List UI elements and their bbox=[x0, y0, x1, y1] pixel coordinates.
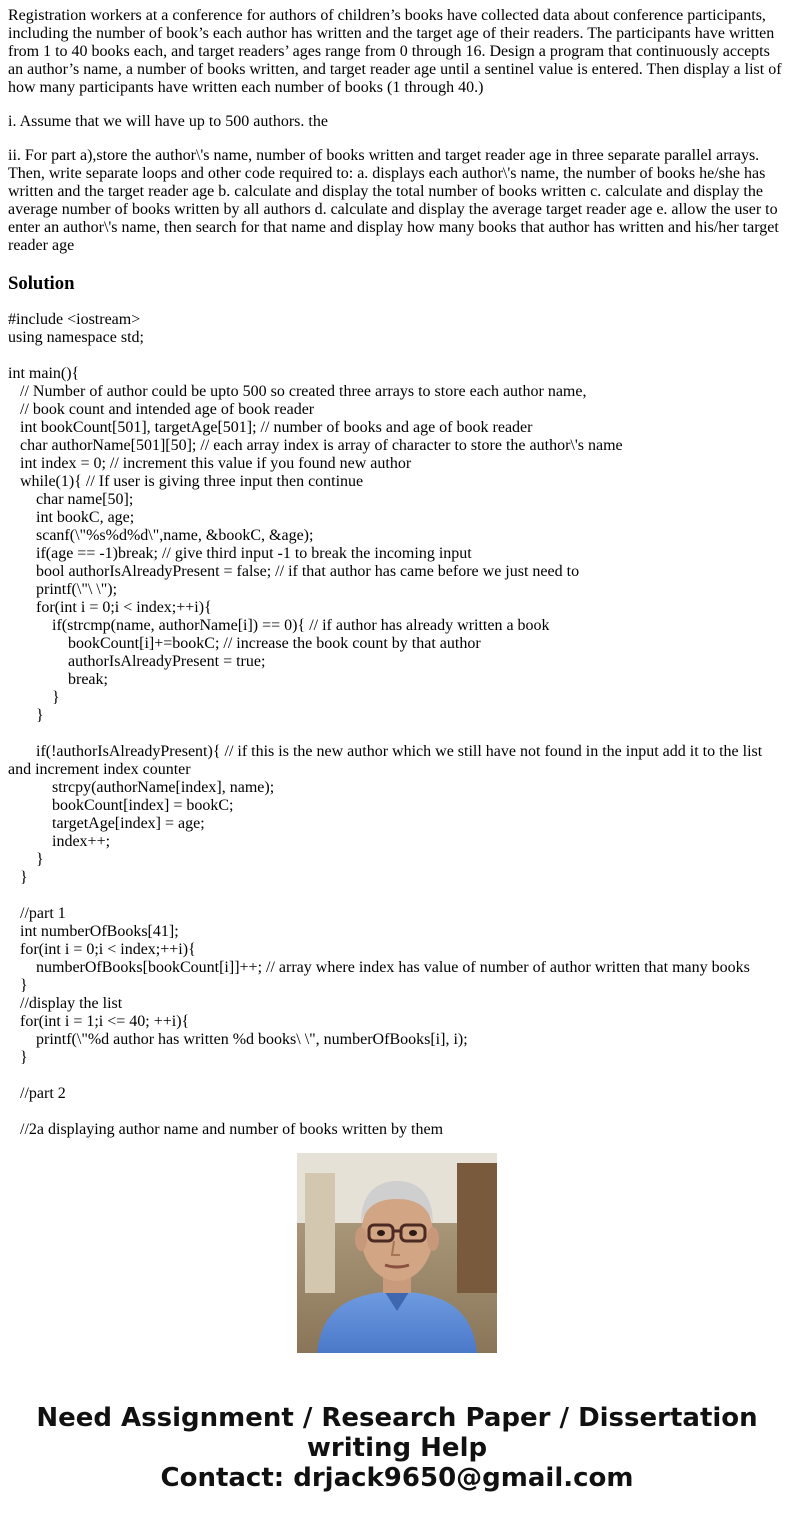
author-photo bbox=[297, 1153, 497, 1353]
code-line: // book count and intended age of book reader bbox=[8, 401, 315, 418]
code-line: //display the list bbox=[8, 995, 123, 1012]
question-part-ii: ii. For part a),store the author\'s name, number of books written and target reader age in three separate parallel arrays. Then, write separate loops and other code required to: a. displays each author\'s name, the number of books he/she has written and the target reader age b. calculate and display the total number of books written c. calculate and display the average number of books written by all authors d. calculate and display the average target reader age e. allow the user to enter an author\'s name, then search for that name and display how many books that author has written and his/her target reader age bbox=[8, 147, 779, 254]
promo-line-1: Need Assignment / Research Paper / Dissertation bbox=[36, 1403, 758, 1433]
code-line: } bbox=[8, 707, 44, 724]
code-line: printf(\"\ \"); bbox=[8, 581, 118, 598]
code-line: } bbox=[8, 869, 28, 886]
code-line: // Number of author could be upto 500 so created three arrays to store each author name, bbox=[8, 383, 587, 400]
code-line: for(int i = 0;i < index;++i){ bbox=[8, 599, 212, 616]
promo-contact: Contact: drjack9650@gmail.com bbox=[160, 1463, 634, 1493]
promo-line-2: writing Help bbox=[306, 1433, 488, 1463]
code-line: } bbox=[8, 851, 44, 868]
code-line: targetAge[index] = age; bbox=[8, 815, 205, 832]
code-line bbox=[8, 1067, 786, 1085]
code-line: numberOfBooks[bookCount[i]]++; // array where index has value of number of author written that many books bbox=[8, 959, 750, 976]
code-line bbox=[8, 1103, 786, 1121]
question-intro: Registration workers at a conference for authors of children’s books have collected data about conference participants, including the number of book’s each author has written and the target age of their readers. The participants have written from 1 to 40 books each, and target readers’ ages range from 0 through 16. Design a program that continuously accepts an author’s name, a number of books written, and target reader age until a sentinel value is entered. Then display a list of how many participants have written each number of books (1 through 40.) bbox=[8, 7, 782, 96]
code-line: break; bbox=[8, 671, 108, 688]
person-portrait-icon bbox=[297, 1153, 497, 1353]
code-line: //part 1 bbox=[8, 905, 66, 922]
code-line: while(1){ // If user is giving three input then continue bbox=[8, 473, 364, 490]
code-line: authorIsAlreadyPresent = true; bbox=[8, 653, 266, 670]
code-line: bookCount[i]+=bookC; // increase the book count by that author bbox=[8, 635, 481, 652]
code-line: } bbox=[8, 1049, 28, 1066]
code-line: bool authorIsAlreadyPresent = false; // if that author has came before we just need to bbox=[8, 563, 580, 580]
code-block bbox=[8, 311, 786, 1138]
code-line: //2a displaying author name and number of books written by them bbox=[8, 1121, 444, 1138]
code-line: int bookC, age; bbox=[8, 509, 135, 526]
code-line: index++; bbox=[8, 833, 111, 850]
code-line: if(!authorIsAlreadyPresent){ // if this is the new author which we still have not found in the input add it to the list and increment index counter bbox=[8, 743, 767, 778]
code-line: int index = 0; // increment this value if you found new author bbox=[8, 455, 412, 472]
code-line: } bbox=[8, 977, 28, 994]
code-line: } bbox=[8, 689, 60, 706]
code-line bbox=[8, 725, 786, 743]
code-line: char authorName[501][50]; // each array index is array of character to store the author\'s name bbox=[8, 437, 623, 454]
code-line: printf(\"%d author has written %d books\ \", numberOfBooks[i], i); bbox=[8, 1031, 468, 1048]
question-part-i: i. Assume that we will have up to 500 authors. the bbox=[8, 113, 328, 130]
code-line: for(int i = 1;i <= 40; ++i){ bbox=[8, 1013, 190, 1030]
solution-heading: Solution bbox=[8, 273, 75, 294]
code-line bbox=[8, 347, 786, 365]
code-line: int numberOfBooks[41]; bbox=[8, 923, 179, 940]
code-line: using namespace std; bbox=[8, 329, 144, 346]
code-line: int bookCount[501], targetAge[501]; // number of books and age of book reader bbox=[8, 419, 533, 436]
code-line: bookCount[index] = bookC; bbox=[8, 797, 234, 814]
code-line: if(strcmp(name, authorName[i]) == 0){ // if author has already written a book bbox=[8, 617, 550, 634]
code-line: //part 2 bbox=[8, 1085, 66, 1102]
code-line: char name[50]; bbox=[8, 491, 134, 508]
code-line: scanf(\"%s%d%d\",name, &bookC, &age); bbox=[8, 527, 314, 544]
code-line: for(int i = 0;i < index;++i){ bbox=[8, 941, 196, 958]
code-line bbox=[8, 887, 786, 905]
code-line: #include <iostream> bbox=[8, 311, 141, 328]
code-line: if(age == -1)break; // give third input -1 to break the incoming input bbox=[8, 545, 472, 562]
promo-banner bbox=[0, 1403, 794, 1493]
code-line: int main(){ bbox=[8, 365, 80, 382]
code-line: strcpy(authorName[index], name); bbox=[8, 779, 275, 796]
